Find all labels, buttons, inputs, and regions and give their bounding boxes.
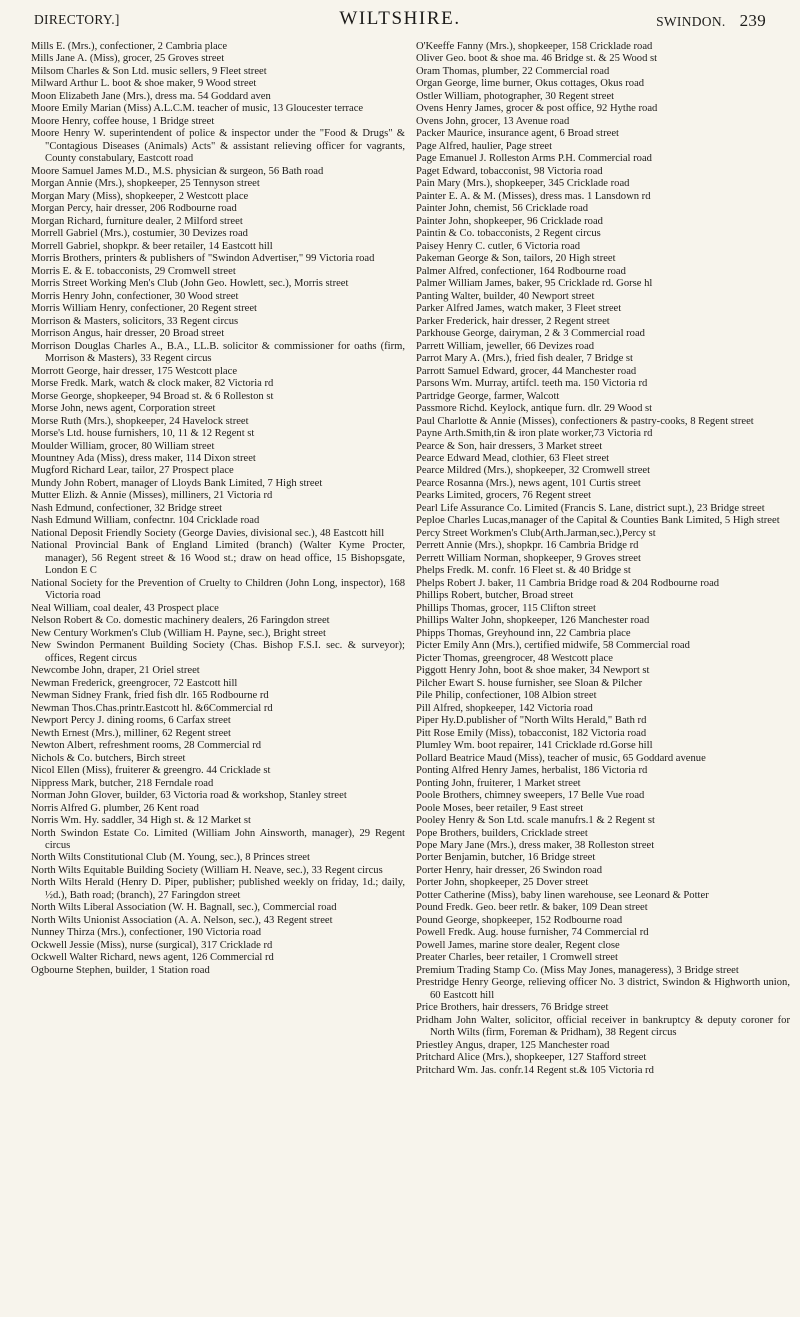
directory-entry: Moon Elizabeth Jane (Mrs.), dress ma. 54 Goddard aven bbox=[31, 90, 271, 102]
directory-entry: Morrell Gabriel (Mrs.), costumier, 30 Devizes road bbox=[31, 228, 248, 240]
directory-entry: Pritchard Wm. Jas. confr.14 Regent st.& 105 Victoria rd bbox=[416, 1064, 654, 1076]
directory-entry: Moore Henry W. superintendent of police & inspector under the "Food & Drugs" & "Contagious Diseases (Animals) Acts" & assistant relieving officer for vagrants, County constabulary, Eastcott road bbox=[31, 128, 405, 165]
directory-entry: Paul Charlotte & Annie (Misses), confectioners & pastry-cooks, 8 Regent street bbox=[416, 415, 754, 427]
directory-entry: Nunney Thirza (Mrs.), confectioner, 190 Victoria road bbox=[31, 927, 262, 939]
directory-entry: Morgan Mary (Miss), shopkeeper, 2 Westcott place bbox=[31, 190, 249, 202]
directory-entry: Porter John, shopkeeper, 25 Dover street bbox=[416, 877, 589, 889]
directory-entry: Pearce & Son, hair dressers, 3 Market street bbox=[416, 440, 603, 452]
left-column bbox=[31, 41, 405, 977]
directory-entry: Paintin & Co. tobacconists, 2 Regent circus bbox=[416, 228, 601, 240]
directory-entry: Pearce Mildred (Mrs.), shopkeeper, 32 Cromwell street bbox=[416, 465, 651, 477]
directory-entry: Pearks Limited, grocers, 76 Regent street bbox=[416, 490, 592, 502]
directory-entry: Priestley Angus, draper, 125 Manchester road bbox=[416, 1039, 610, 1051]
directory-entry: Ponting John, fruiterer, 1 Market street bbox=[416, 777, 581, 789]
directory-entry: Mundy John Robert, manager of Lloyds Bank Limited, 7 High street bbox=[31, 477, 323, 489]
directory-entry: Picter Emily Ann (Mrs.), certified midwife, 58 Commercial road bbox=[416, 640, 690, 652]
directory-entry: Percy Street Workmen's Club(Arth.Jarman,sec.),Percy st bbox=[416, 527, 656, 539]
directory-entry: Pound Fredk. Geo. beer retlr. & baker, 109 Dean street bbox=[416, 902, 648, 914]
directory-entry: Morse George, shopkeeper, 94 Broad st. & 6 Rolleston st bbox=[31, 390, 274, 402]
directory-entry: Morris E. & E. tobacconists, 29 Cromwell street bbox=[31, 265, 236, 277]
directory-entry: Newcombe John, draper, 21 Oriel street bbox=[31, 665, 200, 677]
page-header bbox=[0, 0, 800, 40]
directory-entry: Pile Philip, confectioner, 108 Albion street bbox=[416, 690, 597, 702]
directory-entry: Poole Brothers, chimney sweepers, 17 Belle Vue road bbox=[416, 790, 645, 802]
directory-entry: Packer Maurice, insurance agent, 6 Broad street bbox=[416, 128, 619, 140]
directory-entry: Porter Benjamin, butcher, 16 Bridge street bbox=[416, 852, 596, 864]
directory-entry: Piggott Henry John, boot & shoe maker, 34 Newport st bbox=[416, 665, 650, 677]
section-label: DIRECTORY.] bbox=[34, 12, 120, 27]
directory-entry: Plumley Wm. boot repairer, 141 Cricklade rd.Gorse hill bbox=[416, 740, 653, 752]
directory-entry: Parsons Wm. Murray, artifcl. teeth ma. 150 Victoria rd bbox=[416, 378, 648, 390]
directory-entry: Partridge George, farmer, Walcott bbox=[416, 390, 560, 402]
directory-entry: Parker Alfred James, watch maker, 3 Fleet street bbox=[416, 303, 622, 315]
directory-entry: Poole Moses, beer retailer, 9 East street bbox=[416, 802, 584, 814]
directory-entry: National Provincial Bank of England Limited (branch) (Walter Kyme Procter, manager), 56 Regent street & 16 Wood st.; draw on head office, 15 Bishopsgate, London E C bbox=[31, 540, 405, 577]
directory-entry: Newman Sidney Frank, fried fish dlr. 165 Rodbourne rd bbox=[31, 690, 269, 702]
directory-entry: National Deposit Friendly Society (George Davies, divisional sec.), 48 Eastcott hill bbox=[31, 527, 385, 539]
directory-entry: Paisey Henry C. cutler, 6 Victoria road bbox=[416, 240, 581, 252]
directory-entry: Pearl Life Assurance Co. Limited (Francis S. Lane, district supt.), 23 Bridge street bbox=[416, 502, 765, 514]
directory-entry: Morris Henry John, confectioner, 30 Wood street bbox=[31, 290, 239, 302]
directory-entry: Page Emanuel J. Rolleston Arms P.H. Commercial road bbox=[416, 153, 652, 165]
page-number: 239 bbox=[739, 11, 766, 30]
directory-entry: Ockwell Walter Richard, news agent, 126 Commercial rd bbox=[31, 952, 274, 964]
directory-entry: Morgan Percy, hair dresser, 206 Rodbourne road bbox=[31, 203, 237, 215]
directory-entry: Norris Alfred G. plumber, 26 Kent road bbox=[31, 802, 199, 814]
directory-entry: Morse Fredk. Mark, watch & clock maker, 82 Victoria rd bbox=[31, 378, 274, 390]
directory-entry: Ovens John, grocer, 13 Avenue road bbox=[416, 115, 570, 127]
directory-entry: Phillips Robert, butcher, Broad street bbox=[416, 590, 574, 602]
directory-entry: Powell Fredk. Aug. house furnisher, 74 Commercial rd bbox=[416, 927, 649, 939]
directory-entry: Preater Charles, beer retailer, 1 Cromwell street bbox=[416, 952, 618, 964]
directory-entry: Piper Hy.D.publisher of "North Wilts Herald," Bath rd bbox=[416, 715, 647, 727]
directory-entry: Morgan Annie (Mrs.), shopkeeper, 25 Tennyson street bbox=[31, 178, 260, 190]
directory-entry: Nicol Ellen (Miss), fruiterer & greengro. 44 Cricklade st bbox=[31, 765, 271, 777]
directory-entry: Perrett Annie (Mrs.), shopkpr. 16 Cambria Bridge rd bbox=[416, 540, 639, 552]
directory-entry: Norman John Glover, builder, 63 Victoria road & workshop, Stanley street bbox=[31, 790, 347, 802]
directory-entry: Neal William, coal dealer, 43 Prospect place bbox=[31, 602, 219, 614]
directory-entry: Pollard Beatrice Maud (Miss), teacher of music, 65 Goddard avenue bbox=[416, 752, 706, 764]
directory-entry: Ovens Henry James, grocer & post office, 92 Hythe road bbox=[416, 103, 658, 115]
directory-entry: Pound George, shopkeeper, 152 Rodbourne road bbox=[416, 914, 623, 926]
directory-entry: Prestridge Henry George, relieving officer No. 3 district, Swindon & Highworth union, 60 Eastcott hill bbox=[416, 977, 790, 1001]
directory-entry: Painter John, chemist, 56 Cricklade road bbox=[416, 203, 589, 215]
directory-entry: Picter Thomas, greengrocer, 48 Westcott place bbox=[416, 652, 613, 664]
directory-entry: Morris Street Working Men's Club (John Geo. Howlett, sec.), Morris street bbox=[31, 278, 349, 290]
directory-entry: National Society for the Prevention of Cruelty to Children (John Long, inspector), 168 Victoria road bbox=[31, 577, 405, 602]
directory-entry: North Wilts Equitable Building Society (William H. Neave, sec.), 33 Regent circus bbox=[31, 864, 383, 876]
directory-entry: Newman Frederick, greengrocer, 72 Eastcott hill bbox=[31, 677, 238, 689]
directory-entry: Morris Brothers, printers & publishers of "Swindon Advertiser," 99 Victoria road bbox=[31, 253, 375, 265]
directory-entry: Nash Edmund, confectioner, 32 Bridge street bbox=[31, 502, 223, 514]
directory-entry: Morrell Gabriel, shopkpr. & beer retailer, 14 Eastcott hill bbox=[31, 240, 273, 252]
directory-entry: Parrot Mary A. (Mrs.), fried fish dealer, 7 Bridge st bbox=[416, 353, 633, 365]
directory-entry: Oliver Geo. boot & shoe ma. 46 Bridge st. & 25 Wood st bbox=[416, 53, 658, 65]
directory-entry: Palmer William James, baker, 95 Cricklade rd. Gorse hl bbox=[416, 278, 653, 290]
directory-entry: Parker Frederick, hair dresser, 2 Regent street bbox=[416, 315, 610, 327]
directory-entry: Ogbourne Stephen, builder, 1 Station road bbox=[31, 964, 210, 976]
directory-entry: Payne Arth.Smith,tin & iron plate worker,73 Victoria rd bbox=[416, 428, 653, 440]
directory-entry: Morgan Richard, furniture dealer, 2 Milford street bbox=[31, 215, 243, 227]
directory-entry: Ponting Alfred Henry James, herbalist, 186 Victoria rd bbox=[416, 765, 648, 777]
directory-entry: Ostler William, photographer, 30 Regent street bbox=[416, 90, 615, 102]
directory-entry: Newth Ernest (Mrs.), milliner, 62 Regent street bbox=[31, 727, 231, 739]
directory-entry: Passmore Richd. Keylock, antique furn. dlr. 29 Wood st bbox=[416, 403, 653, 415]
directory-entry: New Swindon Permanent Building Society (Chas. Bishop F.S.I. sec. & surveyor); offices, Regent circus bbox=[31, 640, 405, 664]
directory-entry: Paget Edward, tobacconist, 98 Victoria road bbox=[416, 165, 603, 177]
directory-entry: North Wilts Unionist Association (A. A. Nelson, sec.), 43 Regent street bbox=[31, 914, 333, 926]
directory-entry: Pridham John Walter, solicitor, official receiver in bankruptcy & deputy coroner for North Wilts (firm, Foreman & Pridham), 38 Regent circus bbox=[416, 1014, 790, 1039]
directory-entry: Perrett William Norman, shopkeeper, 9 Groves street bbox=[416, 552, 641, 564]
directory-entry: Palmer Alfred, confectioner, 164 Rodbourne road bbox=[416, 265, 626, 277]
directory-entry: Mountney Ada (Miss), dress maker, 114 Dixon street bbox=[31, 452, 256, 464]
directory-entry: Pearce Edward Mead, clothier, 63 Fleet street bbox=[416, 452, 610, 464]
directory-entry: Moore Emily Marian (Miss) A.L.C.M. teacher of music, 13 Gloucester terrace bbox=[31, 103, 364, 115]
directory-entry: Parkhouse George, dairyman, 2 & 3 Commercial road bbox=[416, 328, 645, 340]
right-column bbox=[416, 41, 790, 1077]
directory-entry: Nippress Mark, butcher, 218 Ferndale road bbox=[31, 777, 214, 789]
directory-entry: Parrett William, jeweller, 66 Devizes road bbox=[416, 340, 595, 352]
directory-entry: Milsom Charles & Son Ltd. music sellers, 9 Fleet street bbox=[31, 65, 267, 77]
directory-entry: Newman Thos.Chas.printr.Eastcott hl. &6Commercial rd bbox=[31, 702, 273, 714]
directory-entry: Ockwell Jessie (Miss), nurse (surgical), 317 Cricklade rd bbox=[31, 939, 273, 951]
directory-entry: Morse Ruth (Mrs.), shopkeeper, 24 Havelock street bbox=[31, 415, 249, 427]
directory-entry: Pope Mary Jane (Mrs.), dress maker, 38 Rolleston street bbox=[416, 840, 655, 851]
directory-entry: Porter Henry, hair dresser, 26 Swindon road bbox=[416, 864, 603, 876]
directory-entry: North Swindon Estate Co. Limited (William John Ainsworth, manager), 29 Regent circus bbox=[31, 827, 405, 851]
town-and-page bbox=[656, 11, 766, 31]
directory-entry: Painter E. A. & M. (Misses), dress mas. 1 Lansdown rd bbox=[416, 190, 651, 202]
county-title: WILTSHIRE. bbox=[339, 8, 461, 29]
directory-entry: Moore Henry, coffee house, 1 Bridge street bbox=[31, 115, 215, 127]
directory-entry: Premium Trading Stamp Co. (Miss May Jones, manageress), 3 Bridge street bbox=[416, 964, 739, 976]
directory-entry: Oram Thomas, plumber, 22 Commercial road bbox=[416, 65, 610, 77]
directory-entry: Mills Jane A. (Miss), grocer, 25 Groves street bbox=[31, 53, 225, 65]
directory-entry: Mills E. (Mrs.), confectioner, 2 Cambria place bbox=[31, 41, 228, 52]
directory-entry: Painter John, shopkeeper, 96 Cricklade road bbox=[416, 215, 603, 227]
directory-entry: Phillips Thomas, grocer, 115 Clifton street bbox=[416, 602, 596, 614]
directory-entry: Pilcher Ewart S. house furnisher, see Sloan & Pilcher bbox=[416, 677, 643, 689]
directory-entry: Phillips Walter John, shopkeeper, 126 Manchester road bbox=[416, 615, 650, 627]
directory-entry: Morse John, news agent, Corporation street bbox=[31, 403, 216, 415]
directory-entry: Morris William Henry, confectioner, 20 Regent street bbox=[31, 303, 257, 315]
directory-entry: Phipps Thomas, Greyhound inn, 22 Cambria place bbox=[416, 627, 631, 639]
directory-entry: Potter Catherine (Miss), baby linen warehouse, see Leonard & Potter bbox=[416, 889, 709, 901]
directory-entry: O'Keeffe Fanny (Mrs.), shopkeeper, 158 Cricklade road bbox=[416, 41, 653, 52]
directory-entry: Pill Alfred, shopkeeper, 142 Victoria road bbox=[416, 702, 593, 714]
town-label: SWINDON. bbox=[656, 14, 726, 29]
directory-entry: Moore Samuel James M.D., M.S. physician & surgeon, 56 Bath road bbox=[31, 165, 324, 177]
directory-entry: Milward Arthur L. boot & shoe maker, 9 Wood street bbox=[31, 78, 257, 90]
directory-entry: Pitt Rose Emily (Miss), tobacconist, 182 Victoria road bbox=[416, 727, 647, 739]
directory-entry: Morrison Angus, hair dresser, 20 Broad street bbox=[31, 328, 225, 340]
directory-entry: Mugford Richard Lear, tailor, 27 Prospect place bbox=[31, 465, 234, 477]
directory-entry: Pakeman George & Son, tailors, 20 High street bbox=[416, 253, 616, 265]
directory-entry: New Century Workmen's Club (William H. Payne, sec.), Bright street bbox=[31, 627, 326, 639]
directory-entry: Nelson Robert & Co. domestic machinery dealers, 26 Faringdon street bbox=[31, 615, 330, 627]
directory-entry: North Wilts Constitutional Club (M. Young, sec.), 8 Princes street bbox=[31, 852, 310, 864]
directory-entry: Powell James, marine store dealer, Regent close bbox=[416, 939, 620, 951]
directory-entry: Phelps Fredk. M. confr. 16 Fleet st. & 40 Bridge st bbox=[416, 565, 631, 577]
directory-entry: Parrott Samuel Edward, grocer, 44 Manchester road bbox=[416, 365, 637, 377]
directory-entry: Pearce Rosanna (Mrs.), news agent, 101 Curtis street bbox=[416, 477, 641, 489]
directory-entry: Pooley Henry & Son Ltd. scale manufrs.1 & 2 Regent st bbox=[416, 815, 655, 827]
directory-entry: Newport Percy J. dining rooms, 6 Carfax street bbox=[31, 715, 231, 727]
directory-entry: Pope Brothers, builders, Cricklade street bbox=[416, 827, 588, 839]
directory-entry: Pritchard Alice (Mrs.), shopkeeper, 127 Stafford street bbox=[416, 1052, 647, 1064]
directory-entry: Phelps Robert J. baker, 11 Cambria Bridge road & 204 Rodbourne road bbox=[416, 577, 720, 589]
directory-entry: North Wilts Herald (Henry D. Piper, publisher; published weekly on friday, 1d.; daily, ½d.), Bath road; (branch), 27 Faringdon street bbox=[31, 877, 405, 901]
directory-entry: Morrison Douglas Charles A., B.A., LL.B. solicitor & commissioner for oaths (firm, Morrison & Masters), 33 Regent circus bbox=[31, 340, 405, 365]
directory-entry: Morrott George, hair dresser, 175 Westcott place bbox=[31, 365, 238, 377]
directory-entry: North Wilts Liberal Association (W. H. Bagnall, sec.), Commercial road bbox=[31, 902, 337, 914]
directory-entry: Mutter Elizh. & Annie (Misses), milliners, 21 Victoria rd bbox=[31, 490, 273, 502]
directory-entry: Morse's Ltd. house furnishers, 10, 11 & 12 Regent st bbox=[31, 428, 255, 440]
directory-entry: Nichols & Co. butchers, Birch street bbox=[31, 752, 186, 764]
directory-entry: Morrison & Masters, solicitors, 33 Regent circus bbox=[31, 315, 239, 327]
directory-entry: Panting Walter, builder, 40 Newport street bbox=[416, 290, 595, 302]
directory-entry: Peploe Charles Lucas,manager of the Capital & Counties Bank Limited, 5 High street bbox=[416, 515, 780, 527]
directory-entry: Pain Mary (Mrs.), shopkeeper, 345 Cricklade road bbox=[416, 178, 630, 190]
directory-entry: Nash Edmund William, confectnr. 104 Cricklade road bbox=[31, 515, 260, 527]
directory-entry: Price Brothers, hair dressers, 76 Bridge street bbox=[416, 1002, 609, 1014]
directory-entry: Newton Albert, refreshment rooms, 28 Commercial rd bbox=[31, 740, 262, 752]
directory-entry: Norris Wm. Hy. saddler, 34 High st. & 12 Market st bbox=[31, 815, 251, 827]
directory-entry: Organ George, lime burner, Okus cottages, Okus road bbox=[416, 78, 645, 90]
directory-entry: Moulder William, grocer, 80 William street bbox=[31, 440, 215, 452]
directory-entry: Page Alfred, haulier, Page street bbox=[416, 140, 553, 152]
